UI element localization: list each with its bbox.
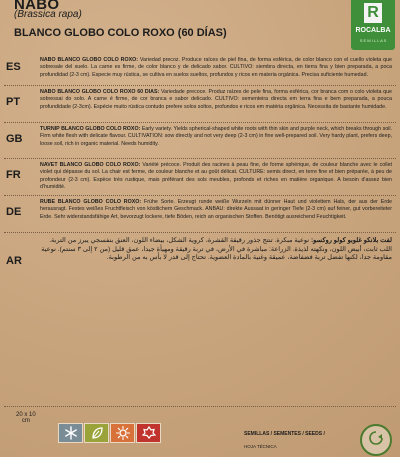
logo-subtitle: S E M I L L A S [359,38,387,43]
lang-body: Variedade precoce. Produz raízes de pele fina, forma esférica, cor branca com o colo violeta que sobressai do solo. A carne é firme, de cor branca e sabor delicado. CULTIVO: sementeira directa em terra fina e bem preparada, a pouca profundidade (2-3cm). Espécie muito rústica contudo prefere solos soltos, profundos e ricos em matéria orgânica. Necessita de bastante humidade. [40,89,392,110]
recycle-badge [360,424,392,456]
snowflake-icon [64,426,78,440]
divider [4,85,396,86]
sun-icon [116,426,130,440]
lang-heading: NABO BLANCO GLOBO COLO ROXO: [40,57,138,63]
lang-code: AR [6,255,22,267]
lang-text [40,57,392,83]
lang-code: FR [6,169,21,181]
lang-text [40,126,392,156]
brand-logo [351,0,395,50]
lang-heading: لفت بلانكو غلوبو كولو روكسو: [310,237,392,244]
technical-sheet: HOJA TÉCNICA [244,444,277,449]
plant-spacing [16,412,36,424]
season-summer [110,423,135,443]
divider [4,195,396,196]
seeds-heading: SEMILLAS / SEMENTES / SEEDS / [244,431,325,437]
lang-body: Variedad precoz. Produce raíces de piel fina, de forma esférica, de color blanco con el cuello violeta que sobresale del suelo. La carne es firme, de color blanco y de delicado sabor. CULTIVO: siembra directa, en tierra fina y bien preparada, a poca profundidad (2-3 cm). Especie muy rústica, se cultiva en suelos sueltos, profundos y ricos en materia orgánica. Precisa suficiente humedad. [40,57,392,78]
latin-name: (Brassica rapa) [14,9,82,20]
lang-code: PT [6,96,21,108]
lang-heading: RÜBE BLANCO GLOBO COLO ROXO: [40,199,142,205]
season-winter [58,423,83,443]
variety-name: BLANCO GLOBO COLO ROXO (60 DÍAS) [14,27,227,39]
lang-heading: TURNIP BLANCO GLOBO COLO ROXO: [40,126,141,132]
lang-text [40,237,392,281]
autumn-leaf-icon [142,426,156,440]
lang-text [40,162,392,192]
season-spring [84,423,109,443]
season-autumn [136,423,161,443]
lang-code: DE [6,206,22,218]
spacing-value: 20 x 10 [16,412,36,418]
lang-body: Variété précoce. Produit des racines à peau fine, de forme sphérique, de couleur blanche avec le collet violet qui dépasse du sol. La chair est ferme, de couleur blanche et au goût délicat. CULTURE: semis direct, en terre fine et bien préparée, à peu de profondeur (2-3 cm). Espèce très rustique, mais préférant des sols meubles, profonds et riches en matière organique. A besoin d'assez bien d'humidité. [40,162,392,190]
divider [4,122,396,123]
product-title: NABO [14,0,60,13]
lang-heading: NAVET BLANCO GLOBO COLO ROXO: [40,162,141,168]
lang-code: GB [6,133,23,145]
divider [4,406,396,407]
leaf-icon [90,426,104,440]
lang-text [40,199,392,229]
lang-heading: NABO BLANCO GLOBO COLO ROXO 60 DÍAS: [40,89,160,95]
recycle-icon [369,431,383,445]
divider [4,232,396,233]
divider [4,158,396,159]
lang-body: Frühe Sorte. Erzeugt runde weiße Wurzeln mit dünner Haut und violettem Hals, der aus der Erde herausragt. Festes weißes Fruchtfleisch von köstlichem Geschmack. ANBAU: direkte Aussaat in geringer Tiefe (2-3 cm) auf feiner, gut vorbereiteter Erde. Sehr widerstandsfähige Art, bevorzugt lockere, tiefe Böden, reich an organischen Stoffen. Benötigt ausreichend Feuchtigkeit. [40,199,392,220]
lang-text [40,89,392,119]
lang-body: نوعية مبكرة. تنتج جذور رقيقة القشرة، كروية الشكل، بيضاء اللون، العنق بنفسجي يبرز من التربة. اللب ثابت، أبيض اللون، ونكهته لذيذة. الزراعة: مباشرة في الأرض، في تربة رقيقة ومهيأة جيدا، عمق قليل (من ٢ إلى ٣ سنتم). نوعية مقاومة جدا، لكنها تفضل تربة فضفاضة، عميقة وغنية بالمادة العضوية. تحتاج إلى قدر لا بأس به من الرطوبة. [41,237,392,261]
logo-name: ROCALBA [355,27,391,34]
lang-body: Early variety. Yields spherical-shaped white roots with thin skin and purple neck, which breaks through soil. Firm white flesh with delicate flavour. CULTIVATION: sow directly and not very deep (2-3 cm) in fine well-prepared soil. Very hardy plant, prefers deep, loose soil, rich in organic material. Needs humidity. [40,126,392,147]
logo-letter: R [364,3,382,23]
spacing-unit: cm [21,418,30,424]
lang-code: ES [6,61,21,73]
